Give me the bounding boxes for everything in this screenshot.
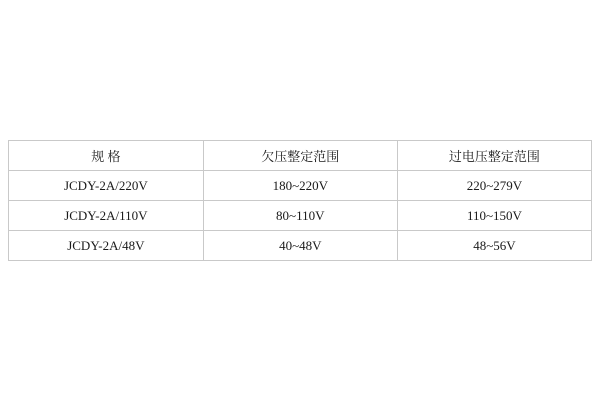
- cell-undervoltage-range: 40~48V: [203, 231, 397, 261]
- table-row: [9, 201, 592, 231]
- column-header-undervoltage-range: 欠压整定范围: [203, 141, 397, 171]
- table-row: [9, 231, 592, 261]
- cell-overvoltage-range: 220~279V: [397, 171, 591, 201]
- table-row: [9, 171, 592, 201]
- cell-spec: JCDY-2A/110V: [9, 201, 204, 231]
- cell-spec: JCDY-2A/220V: [9, 171, 204, 201]
- column-header-spec: 规 格: [9, 141, 204, 171]
- column-header-overvoltage-range: 过电压整定范围: [397, 141, 591, 171]
- cell-overvoltage-range: 48~56V: [397, 231, 591, 261]
- cell-undervoltage-range: 80~110V: [203, 201, 397, 231]
- cell-spec: JCDY-2A/48V: [9, 231, 204, 261]
- cell-undervoltage-range: 180~220V: [203, 171, 397, 201]
- specification-table: [8, 140, 592, 261]
- cell-overvoltage-range: 110~150V: [397, 201, 591, 231]
- table-header-row: [9, 141, 592, 171]
